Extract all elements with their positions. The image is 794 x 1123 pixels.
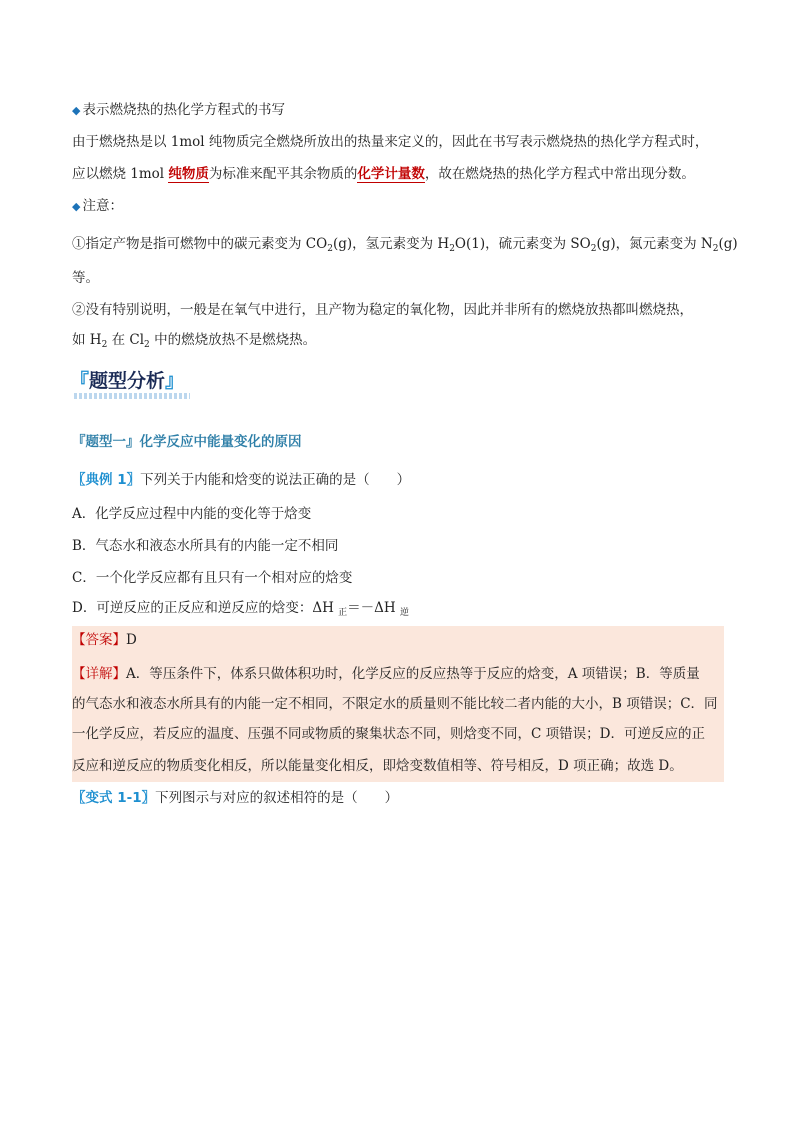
option-a: A．化学反应过程中内能的变化等于焓变 [72, 506, 312, 522]
diamond-bullet-icon: ◆ [72, 104, 81, 117]
example-question: 〖典例 1〗下列关于内能和焓变的说法正确的是（ ） [72, 472, 411, 488]
note-item2: ②没有特别说明，一般是在氧气中进行，且产物为稳定的氧化物，因此并非所有的燃烧放热都叫燃烧热， [72, 302, 693, 318]
variant-tag: 〖变式 1-1〗 [72, 790, 156, 806]
answer-value: D [126, 632, 137, 648]
intro-paragraph-line1: 由于燃烧热是以 1mol 纯物质完全燃烧所放出的热量来定义的，因此在书写表示燃烧热的热化学方程式时， [72, 134, 709, 150]
detail-tag: 【详解】 [72, 666, 126, 682]
note-item2-tail: 如 $H_2$ 在 $Cl_2$ 中的燃烧放热不是燃烧热。 [72, 332, 317, 350]
question-type-heading: 『题型一』化学反应中能量变化的原因 [72, 434, 302, 450]
answer-tag: 【答案】 [72, 632, 126, 648]
note-item1: ①指定产物是指可燃物中的碳元素变为 $CO_2(g)$，氢元素变为 $H_2O(1)$，硫元素变为 $SO_2(g)$，氮元素变为 $N_2(g)$ [72, 236, 738, 254]
diamond-bullet-icon: ◆ [72, 200, 81, 213]
intro-heading: ◆ 表示燃烧热的热化学方程式的书写 [72, 102, 285, 118]
emphasis-pure-substance: 纯物质 [168, 166, 209, 182]
detail-line4: 反应和逆反应的物质变化相反，所以能量变化相反，即焓变数值相等、符号相反，D 项正确；故选 D。 [72, 758, 683, 774]
example-tag: 〖典例 1〗 [72, 472, 141, 488]
variant-question: 〖变式 1-1〗下列图示与对应的叙述相符的是（ ） [72, 790, 399, 806]
intro-paragraph-line2: 应以燃烧 1mol 纯物质为标准来配平其余物质的化学计量数，故在燃烧热的热化学方程式中常出现分数。 [72, 166, 695, 182]
heading-underline-decoration [74, 393, 190, 399]
detail-line1: 【详解】A．等压条件下，体系只做体积功时，化学反应的反应热等于反应的焓变，A 项错误；B．等质量 [72, 666, 700, 682]
option-d: D．可逆反应的正反应和逆反应的焓变：ΔH $_正$＝－ΔH $_逆$ [72, 600, 409, 618]
answer-line [72, 630, 137, 650]
detail-line2: 的气态水和液态水所具有的内能一定不相同，不限定水的质量则不能比较二者内能的大小，B 项错误；C．同 [72, 696, 718, 712]
note-item1-tail: 等。 [72, 270, 99, 286]
section-heading: 『题型分析』 [70, 366, 184, 396]
option-c: C．一个化学反应都有且只有一个相对应的焓变 [72, 570, 353, 586]
emphasis-stoichiometric-coefficient: 化学计量数 [357, 166, 425, 182]
option-b: B．气态水和液态水所具有的内能一定不相同 [72, 538, 339, 554]
note-heading: ◆ 注意： [72, 198, 123, 214]
detail-line3: 一化学反应，若反应的温度、压强不同或物质的聚集状态不同，则焓变不同，C 项错误；D．可逆反应的正 [72, 726, 705, 742]
